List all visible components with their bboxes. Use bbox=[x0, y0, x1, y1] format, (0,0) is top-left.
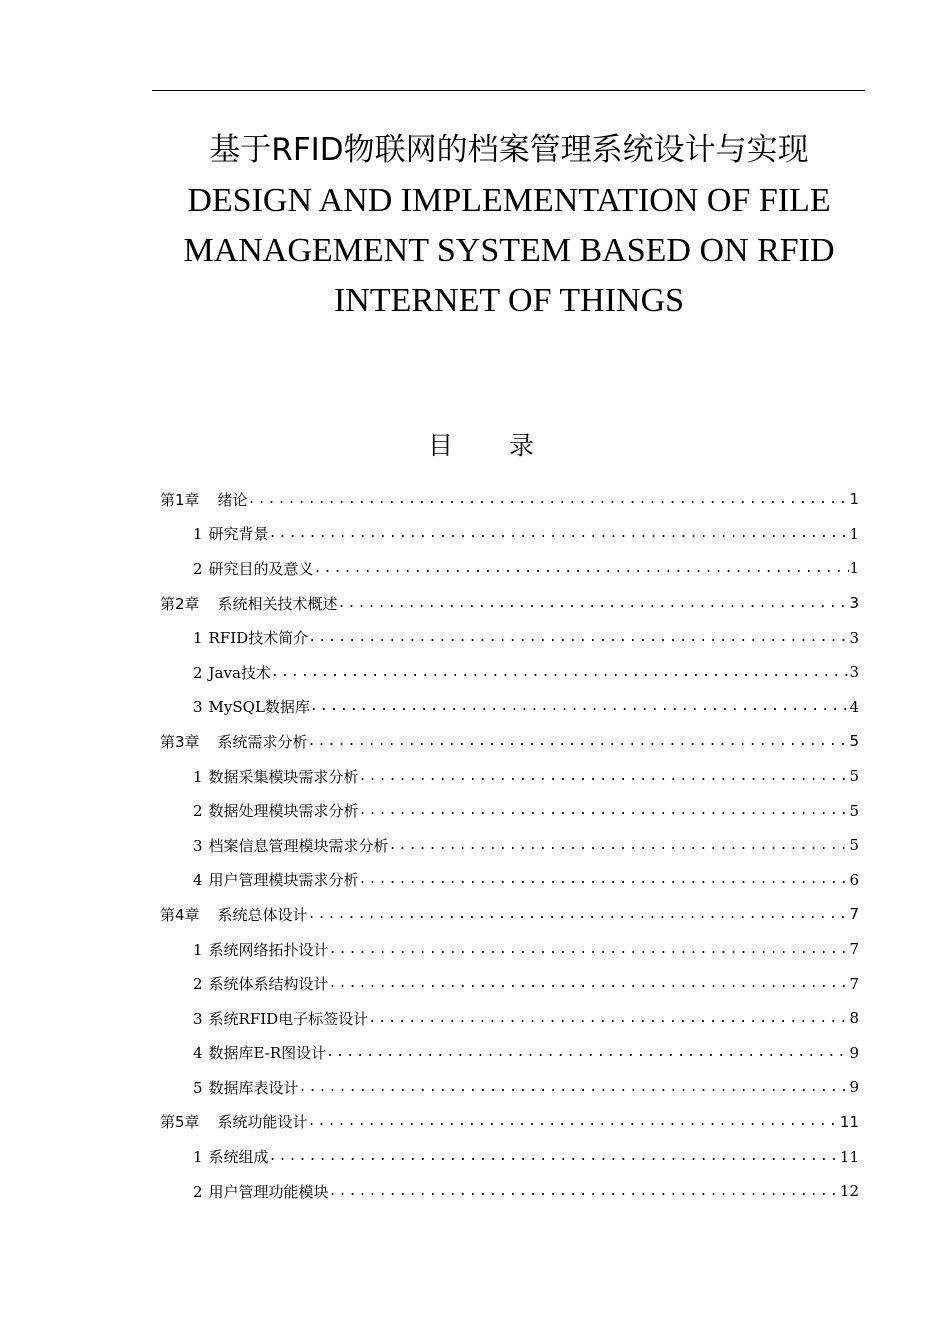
toc-entry-label bbox=[160, 593, 338, 614]
toc-leader-dots bbox=[310, 699, 850, 714]
toc-entry-label bbox=[193, 939, 329, 960]
toc-entry-title: 系统网络拓扑设计 bbox=[208, 940, 329, 959]
toc-entry-number: 5 bbox=[193, 1078, 203, 1097]
toc-section-entry[interactable] bbox=[160, 966, 859, 1001]
toc-entry-number: 2 bbox=[193, 663, 203, 682]
toc-entry-label bbox=[193, 1042, 326, 1063]
toc-chapter-entry[interactable] bbox=[160, 724, 859, 759]
toc-leader-dots bbox=[308, 630, 849, 645]
toc-entry-label bbox=[160, 1111, 308, 1132]
toc-entry-title: 数据库表设计 bbox=[208, 1078, 299, 1097]
toc-entry-label bbox=[193, 835, 389, 856]
title-english-line: INTERNET OF THINGS bbox=[333, 282, 685, 319]
toc-entry-title: 数据处理模块需求分析 bbox=[208, 802, 359, 821]
toc-entry-title: 系统RFID电子标签设计 bbox=[208, 1009, 369, 1028]
toc-section-entry[interactable] bbox=[160, 655, 859, 690]
toc-page-number: 1 bbox=[849, 524, 859, 543]
toc-page-number: 5 bbox=[849, 732, 859, 751]
toc-leader-dots bbox=[299, 1080, 850, 1095]
toc-entry-label bbox=[193, 696, 310, 717]
toc-page-number: 7 bbox=[849, 940, 859, 959]
toc-section-entry[interactable] bbox=[160, 1001, 859, 1036]
toc-section-entry[interactable] bbox=[160, 1036, 859, 1071]
toc-entry-title: 系统组成 bbox=[208, 1148, 269, 1167]
toc-entry-title: MySQL数据库 bbox=[208, 698, 310, 717]
toc-leader-dots bbox=[271, 665, 850, 680]
toc-entry-title: 系统总体设计 bbox=[217, 905, 308, 924]
toc-entry-label bbox=[193, 1077, 299, 1098]
toc-entry-number: 3 bbox=[193, 1009, 203, 1028]
toc-chapter-entry[interactable] bbox=[160, 482, 859, 517]
toc-entry-number: 2 bbox=[193, 802, 203, 821]
toc-entry-number: 4 bbox=[193, 1044, 203, 1063]
toc-page-number: 8 bbox=[849, 1009, 859, 1028]
toc-page-number: 9 bbox=[849, 1043, 859, 1062]
toc-leader-dots bbox=[248, 492, 850, 507]
toc-section-entry[interactable] bbox=[160, 1070, 859, 1105]
toc-entry-title: 用户管理模块需求分析 bbox=[208, 871, 359, 890]
toc-entry-title: 数据库E-R图设计 bbox=[208, 1044, 327, 1063]
toc-page-number: 4 bbox=[849, 697, 859, 716]
toc-entry-title: 档案信息管理模块需求分析 bbox=[208, 836, 389, 855]
toc-leader-dots bbox=[314, 561, 850, 576]
toc-entry-title: 研究目的及意义 bbox=[208, 559, 314, 578]
toc-entry-label bbox=[193, 523, 269, 544]
toc-page-number: 5 bbox=[849, 836, 859, 855]
toc-entry-number: 第1章 bbox=[160, 490, 200, 509]
toc-leader-dots bbox=[359, 769, 850, 784]
toc-leader-dots bbox=[269, 1149, 840, 1164]
toc-chapter-entry[interactable] bbox=[160, 897, 859, 932]
toc-entry-label bbox=[193, 627, 308, 648]
toc-entry-title: 系统功能设计 bbox=[217, 1113, 308, 1132]
toc-page-number: 9 bbox=[849, 1078, 859, 1097]
toc-page-number: 12 bbox=[839, 1182, 859, 1201]
toc-leader-dots bbox=[368, 1011, 849, 1026]
toc-section-entry[interactable] bbox=[160, 690, 859, 725]
toc-entry-title: 绪论 bbox=[217, 490, 248, 509]
toc-entry-number: 1 bbox=[193, 525, 203, 544]
toc-section-entry[interactable] bbox=[160, 759, 859, 794]
toc-page-number: 5 bbox=[849, 801, 859, 820]
toc-entry-label bbox=[193, 869, 359, 890]
toc-leader-dots bbox=[329, 976, 850, 991]
toc-leader-dots bbox=[329, 942, 850, 957]
toc-chapter-entry[interactable] bbox=[160, 586, 859, 621]
toc-entry-number: 1 bbox=[193, 629, 203, 648]
toc-entry-label bbox=[193, 558, 314, 579]
title-chinese: 基于RFID物联网的档案管理系统设计与实现 bbox=[209, 132, 809, 168]
toc-leader-dots bbox=[389, 838, 850, 853]
toc-entry-title: 系统体系结构设计 bbox=[208, 975, 329, 994]
toc-entry-number: 第3章 bbox=[160, 732, 200, 751]
title-english bbox=[100, 176, 918, 326]
title-english-line: DESIGN AND IMPLEMENTATION OF FILE bbox=[187, 182, 831, 219]
toc-entry-number: 1 bbox=[193, 767, 203, 786]
toc-entry-label bbox=[193, 973, 329, 994]
toc-leader-dots bbox=[329, 1184, 840, 1199]
table-of-contents bbox=[160, 482, 859, 1208]
toc-chapter-entry[interactable] bbox=[160, 1105, 859, 1140]
toc-heading: 目录 bbox=[427, 431, 590, 460]
toc-entry-number: 2 bbox=[193, 1182, 203, 1201]
toc-leader-dots bbox=[308, 734, 850, 749]
toc-entry-label bbox=[160, 489, 248, 510]
toc-entry-number: 第5章 bbox=[160, 1113, 200, 1132]
toc-section-entry[interactable] bbox=[160, 932, 859, 967]
toc-leader-dots bbox=[338, 596, 850, 611]
toc-page-number: 11 bbox=[839, 1147, 859, 1166]
toc-page-number: 1 bbox=[849, 490, 859, 509]
header-rule bbox=[152, 90, 865, 91]
toc-leader-dots bbox=[269, 526, 850, 541]
title-english-line: MANAGEMENT SYSTEM BASED ON RFID bbox=[183, 232, 835, 269]
toc-entry-number: 第2章 bbox=[160, 594, 200, 613]
toc-entry-number: 1 bbox=[193, 1148, 203, 1167]
toc-leader-dots bbox=[359, 872, 850, 887]
toc-entry-number: 4 bbox=[193, 871, 203, 890]
toc-page-number: 3 bbox=[849, 628, 859, 647]
toc-page-number: 1 bbox=[849, 559, 859, 578]
toc-page-number: 6 bbox=[849, 870, 859, 889]
toc-entry-label bbox=[193, 1146, 269, 1167]
toc-entry-number: 1 bbox=[193, 940, 203, 959]
toc-section-entry[interactable] bbox=[160, 517, 859, 552]
toc-entry-number: 2 bbox=[193, 559, 203, 578]
toc-section-entry[interactable] bbox=[160, 828, 859, 863]
toc-entry-label bbox=[193, 800, 359, 821]
toc-leader-dots bbox=[326, 1045, 849, 1060]
toc-page-number: 7 bbox=[849, 905, 859, 924]
toc-entry-number: 3 bbox=[193, 698, 203, 717]
toc-page-number: 3 bbox=[849, 594, 859, 613]
toc-section-entry[interactable] bbox=[160, 863, 859, 898]
toc-section-entry[interactable] bbox=[160, 793, 859, 828]
toc-leader-dots bbox=[308, 1114, 840, 1129]
toc-entry-number: 第4章 bbox=[160, 905, 200, 924]
toc-entry-label bbox=[160, 904, 308, 925]
toc-entry-title: 数据采集模块需求分析 bbox=[208, 767, 359, 786]
toc-entry-title: 用户管理功能模块 bbox=[208, 1182, 329, 1201]
toc-page-number: 5 bbox=[849, 767, 859, 786]
toc-section-entry[interactable] bbox=[160, 1139, 859, 1174]
toc-entry-title: 研究背景 bbox=[208, 525, 269, 544]
toc-entry-title: Java技术 bbox=[208, 663, 271, 682]
toc-entry-title: 系统需求分析 bbox=[217, 732, 308, 751]
toc-entry-number: 2 bbox=[193, 975, 203, 994]
toc-entry-number: 3 bbox=[193, 836, 203, 855]
toc-entry-title: 系统相关技术概述 bbox=[217, 594, 338, 613]
toc-entry-label bbox=[193, 766, 359, 787]
toc-entry-label bbox=[193, 662, 271, 683]
toc-page-number: 3 bbox=[849, 663, 859, 682]
toc-entry-label bbox=[193, 1181, 329, 1202]
toc-entry-label bbox=[193, 1008, 368, 1029]
toc-entry-title: RFID技术简介 bbox=[208, 629, 309, 648]
toc-page-number: 11 bbox=[839, 1112, 859, 1131]
toc-entry-label bbox=[160, 731, 308, 752]
toc-section-entry[interactable] bbox=[160, 551, 859, 586]
toc-leader-dots bbox=[308, 907, 850, 922]
toc-section-entry[interactable] bbox=[160, 620, 859, 655]
toc-leader-dots bbox=[359, 803, 850, 818]
toc-page-number: 7 bbox=[849, 974, 859, 993]
toc-section-entry[interactable] bbox=[160, 1174, 859, 1209]
